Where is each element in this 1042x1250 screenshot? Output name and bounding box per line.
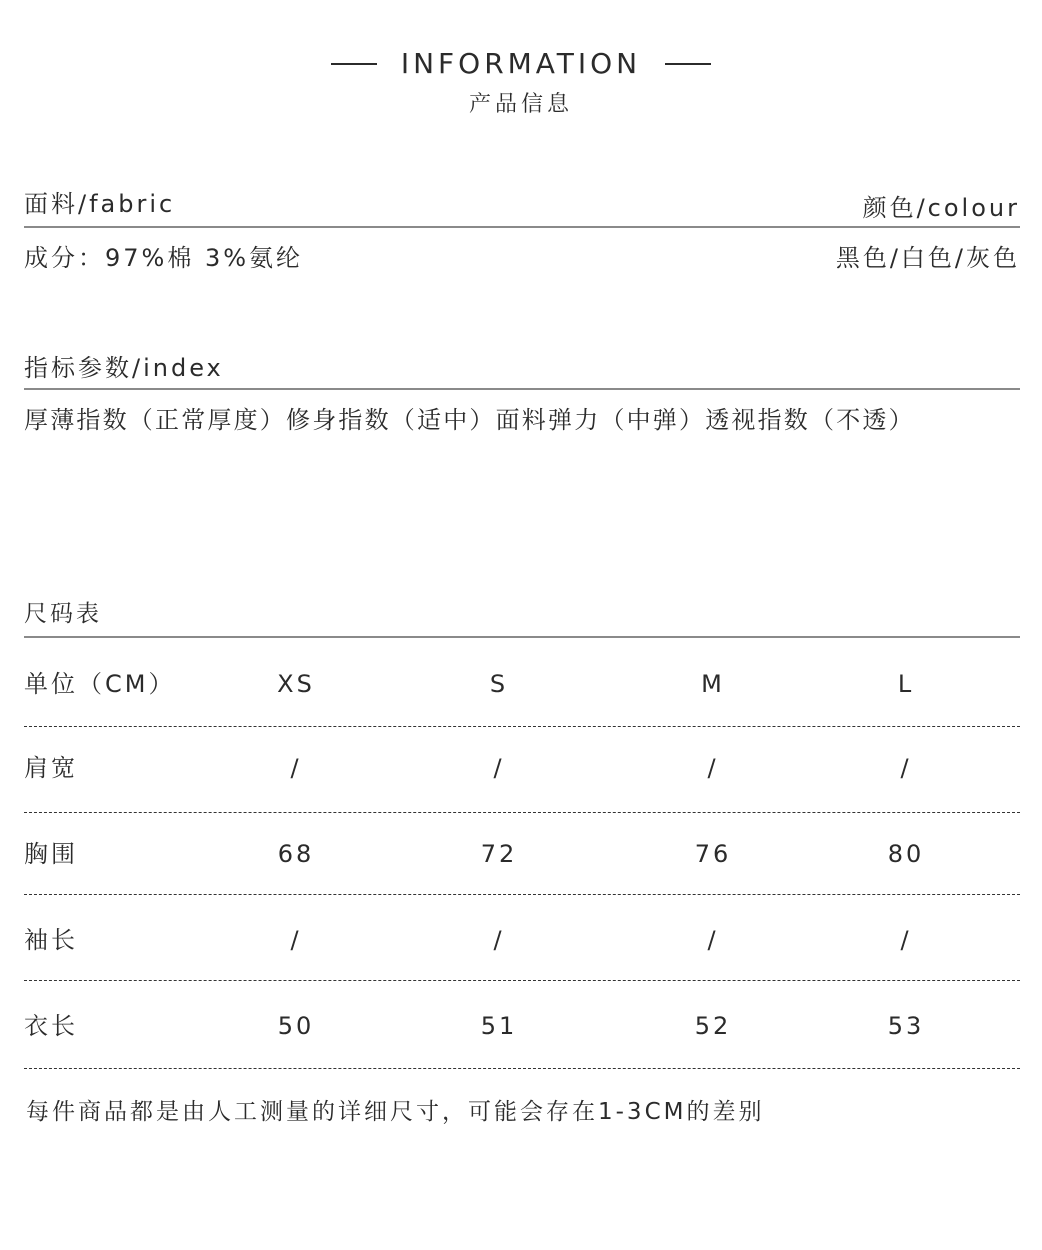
row-divider bbox=[24, 1068, 1020, 1069]
page-title: INFORMATION bbox=[400, 47, 642, 80]
colour-label: 颜色/colour bbox=[862, 194, 1020, 222]
cell-value: 50 bbox=[277, 1012, 315, 1040]
cell-value: 53 bbox=[887, 1012, 925, 1040]
row-label-shoulder: 肩宽 bbox=[24, 754, 78, 782]
section-header bbox=[0, 44, 1042, 84]
cell-value: / bbox=[900, 926, 912, 954]
cell-value: 76 bbox=[694, 840, 732, 868]
size-table-title: 尺码表 bbox=[24, 601, 102, 627]
header-unit: 单位（CM） bbox=[24, 670, 176, 698]
size-table-divider bbox=[24, 636, 1020, 638]
cell-value: / bbox=[707, 754, 719, 782]
page-subtitle: 产品信息 bbox=[468, 92, 573, 117]
cell-value: 72 bbox=[480, 840, 518, 868]
header-size-s: S bbox=[489, 670, 509, 698]
index-divider bbox=[24, 388, 1020, 390]
row-label-length: 衣长 bbox=[24, 1012, 78, 1040]
cell-value: / bbox=[290, 754, 302, 782]
cell-value: / bbox=[290, 926, 302, 954]
header-dash-left bbox=[331, 63, 377, 65]
header-dash-right bbox=[665, 63, 711, 65]
colour-value: 黑色/白色/灰色 bbox=[835, 244, 1020, 272]
measurement-note: 每件商品都是由人工测量的详细尺寸，可能会存在1-3CM的差别 bbox=[26, 1099, 765, 1125]
index-label: 指标参数/index bbox=[24, 354, 224, 382]
cell-value: 52 bbox=[694, 1012, 732, 1040]
cell-value: / bbox=[900, 754, 912, 782]
row-divider bbox=[24, 894, 1020, 895]
index-value: 厚薄指数（正常厚度）修身指数（适中）面料弹力（中弹）透视指数（不透） bbox=[24, 406, 915, 434]
row-label-sleeve: 袖长 bbox=[24, 926, 78, 954]
row-divider bbox=[24, 726, 1020, 727]
row-label-chest: 胸围 bbox=[24, 840, 78, 868]
header-size-m: M bbox=[701, 670, 725, 698]
cell-value: 51 bbox=[480, 1012, 518, 1040]
cell-value: / bbox=[707, 926, 719, 954]
fabric-value: 成分：97%棉 3%氨纶 bbox=[24, 244, 304, 272]
cell-value: 80 bbox=[887, 840, 925, 868]
fabric-divider bbox=[24, 226, 1020, 228]
cell-value: / bbox=[493, 926, 505, 954]
cell-value: / bbox=[493, 754, 505, 782]
header-size-xs: XS bbox=[277, 670, 315, 698]
row-divider bbox=[24, 812, 1020, 813]
row-divider bbox=[24, 980, 1020, 981]
cell-value: 68 bbox=[277, 840, 315, 868]
fabric-label: 面料/fabric bbox=[24, 190, 176, 218]
header-size-l: L bbox=[897, 670, 915, 698]
